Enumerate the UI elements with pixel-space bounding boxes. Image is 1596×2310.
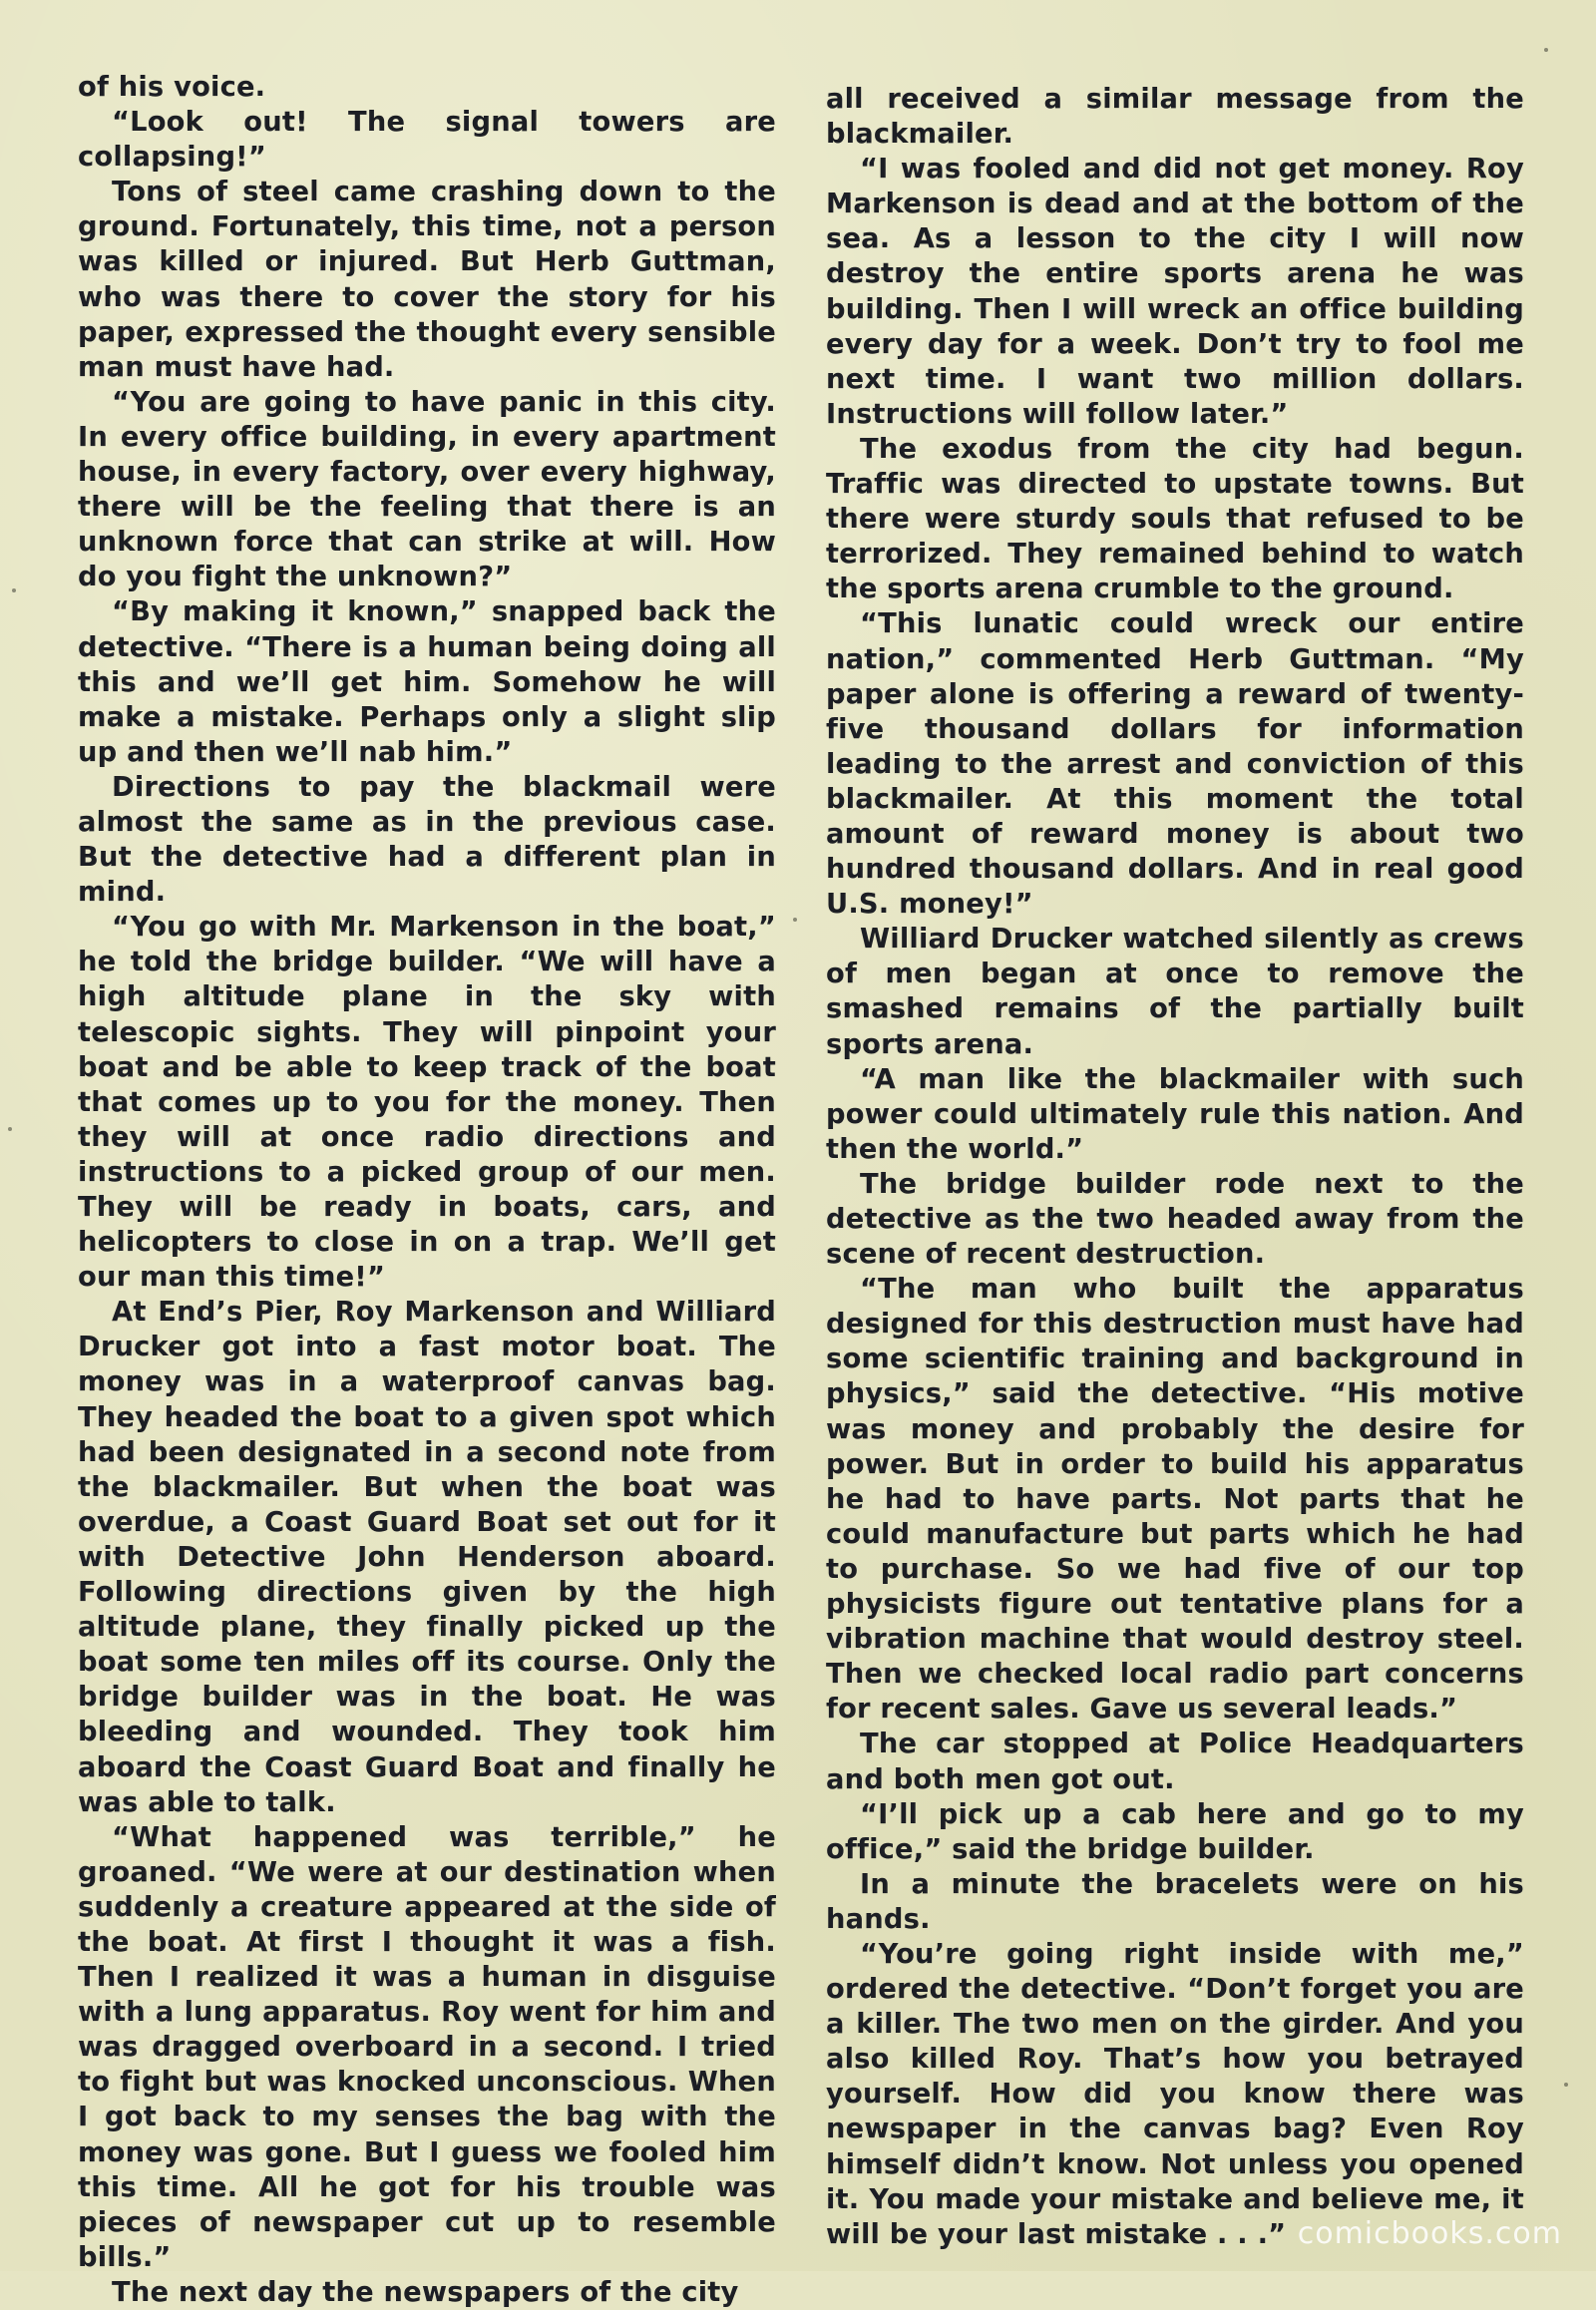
- paragraph: “What happened was terrible,” he groaned. “We were at our destination when suddenly a creature appeared at the side of the boat. At first I thought it was a fish. Then I realized it was a human in disguise with a lung apparatus. Roy went for him and was dragged overboard in a second. I tried to fight but was knocked unconscious. When I got back to my senses the bag with the money was gone. But I guess we fooled him this time. All he got for his trouble was pieces of newspaper cut up to resemble bills.”: [78, 1821, 776, 2273]
- paragraph: At End’s Pier, Roy Markenson and Williard Drucker got into a fast motor boat. The money was in a waterproof canvas bag. They headed the boat to a given spot which had been designated in a second note from the blackmailer. But when the boat was overdue, a Coast Guard Boat set out for it with Detective John Henderson aboard. Following directions given by the high altitude plane, they finally picked up the boat some ten miles off its course. Only the bridge builder was in the boat. He was bleeding and wounded. They took him aboard the Coast Guard Boat and finally he was able to talk.: [78, 1297, 776, 1818]
- paragraph: all received a similar message from the blackmailer.: [826, 84, 1524, 151]
- paragraph: Directions to pay the blackmail were almost the same as in the previous case. But the detective had a different plan in mind.: [78, 771, 776, 909]
- paragraph: of his voice.: [78, 72, 266, 103]
- paragraph: “You’re going right inside with me,” ordered the detective. “Don’t forget you are a killer. The two men on the girder. And you also killed Roy. That’s how you betrayed yourself. How did you know there was newspaper in the canvas bag? Even Roy himself didn’t know. Not unless you opened it. You made your mistake and believe me, it will be your last mistake . . .”: [826, 1938, 1524, 2250]
- paragraph: “By making it known,” snapped back the detective. “There is a human being doing all this and we’ll get him. Somehow he will make a mistake. Perhaps only a slight slip up and then we’ll nab him.”: [78, 596, 776, 768]
- print-speck: [793, 918, 797, 922]
- paragraph: “I’ll pick up a cab here and go to my office,” said the bridge builder.: [826, 1798, 1524, 1865]
- paragraph: “You go with Mr. Markenson in the boat,” he told the bridge builder. “We will have a high altitude plane in the sky with telescopic sights. They will pinpoint your boat and be able to keep track of the boat that comes up to you for the money. Then they will at once radio directions and instructions to a picked group of our men. They will be ready in boats, cars, and helicopters to close in on a trap. We’ll get our man this time!”: [78, 912, 776, 1294]
- print-speck: [8, 1127, 12, 1131]
- paragraph: In a minute the bracelets were on his hands.: [826, 1868, 1524, 1935]
- print-speck: [12, 588, 16, 592]
- paragraph: The bridge builder rode next to the detective as the two headed away from the scene of recent destruction.: [826, 1168, 1524, 1271]
- paragraph: The next day the newspapers of the city: [112, 2276, 739, 2308]
- paragraph: Tons of steel came crashing down to the ground. Fortunately, this time, not a person was killed or injured. But Herb Guttman, who was there to cover the story for his paper, expressed the thought every sensible man must have had.: [78, 177, 776, 383]
- paragraph: “The man who built the apparatus designed for this destruction must have had some scientific training and background in physics,” said the detective. “His motive was money and probably the desire for power. But in order to build his apparatus he had to have parts. Not parts that he could manufacture but parts which he had to purchase. So we had five of our top physicists figure out tentative plans for a vibration machine that would destroy steel. Then we checked local radio part concerns for recent sales. Gave us several leads.”: [826, 1274, 1524, 1726]
- paragraph: Williard Drucker watched silently as crews of men began at once to remove the smashed remains of the partially built sports arena.: [826, 924, 1524, 1060]
- print-speck: [1564, 2083, 1568, 2087]
- right-text-column: [826, 82, 1524, 2252]
- print-speck: [1544, 48, 1548, 52]
- paragraph: “Look out! The signal towers are collapsing!”: [78, 107, 776, 174]
- watermark: comicbooks.com: [1297, 2216, 1562, 2251]
- paragraph: “You are going to have panic in this city. In every office building, in every apartment house, in every factory, over every highway, there will be the feeling that there is an unknown force that can strike at will. How do you fight the unknown?”: [78, 386, 776, 593]
- paragraph: The exodus from the city had begun. Traffic was directed to upstate towns. But there were sturdy souls that refused to be terrorized. They remained behind to watch the sports arena crumble to the ground.: [826, 433, 1524, 605]
- paragraph: The car stopped at Police Headquarters and both men got out.: [826, 1729, 1524, 1795]
- paragraph: “A man like the blackmailer with such power could ultimately rule this nation. And then the world.”: [826, 1063, 1524, 1165]
- paragraph: “This lunatic could wreck our entire nation,” commented Herb Guttman. “My paper alone is offering a reward of twenty-five thousand dollars for information leading to the arrest and conviction of this blackmailer. At this moment the total amount of reward money is about two hundred thousand dollars. And in real good U.S. money!”: [826, 608, 1524, 921]
- left-text-column: [78, 70, 776, 2310]
- paragraph: “I was fooled and did not get money. Roy Markenson is dead and at the bottom of the sea. As a lesson to the city I will now destroy the entire sports arena he was building. Then I will wreck an office building every day for a week. Don’t try to fool me next time. I want two million dollars. Instructions will follow later.”: [826, 154, 1524, 430]
